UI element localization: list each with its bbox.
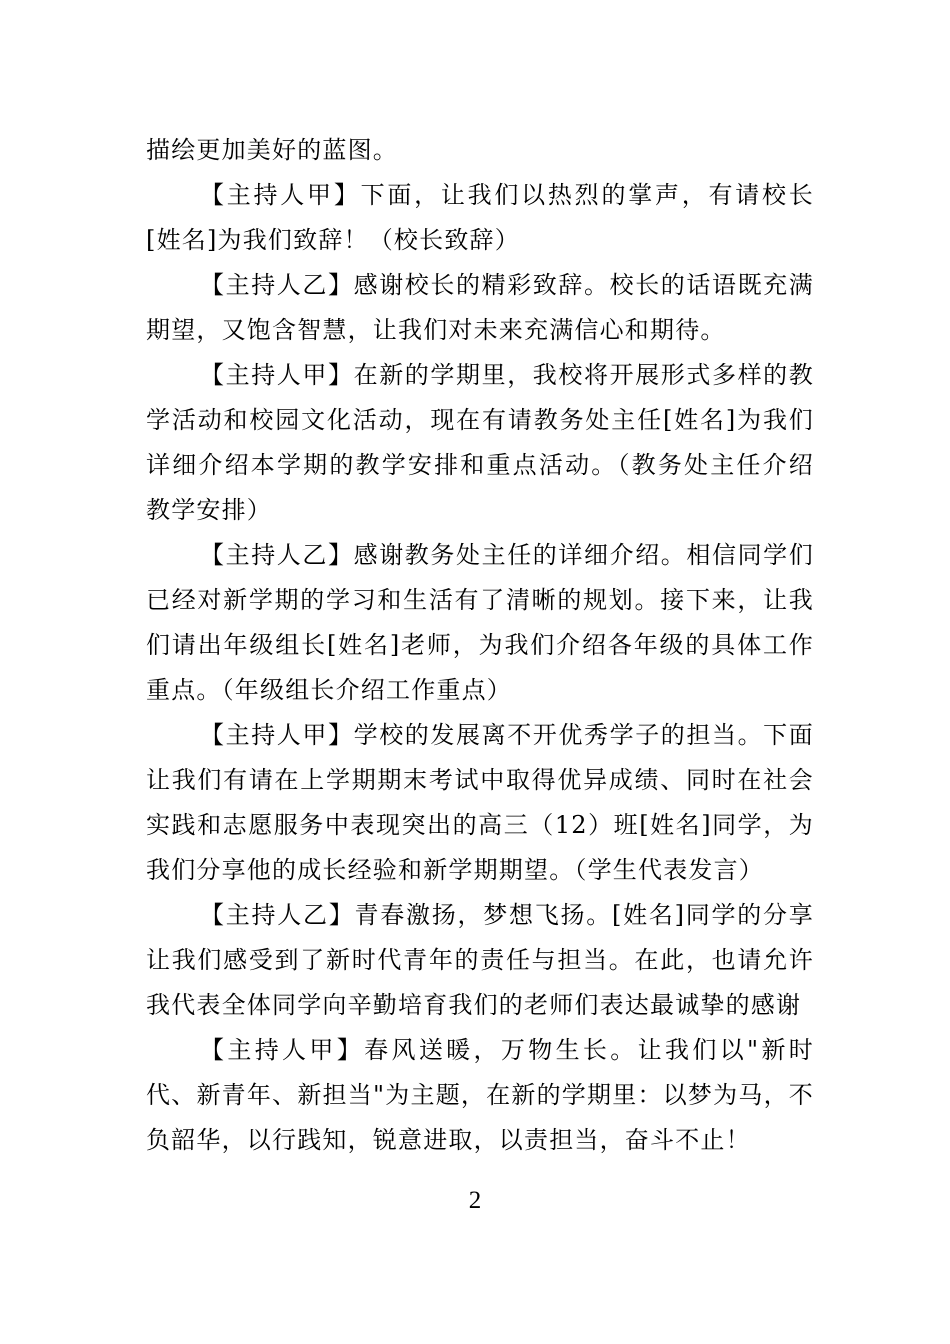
page-number: 2 (468, 1187, 482, 1214)
paragraph-host-a-invite-academic-director: 【主持人甲】在新的学期里，我校将开展形式多样的教学活动和校园文化活动，现在有请教务处主任[姓名]为我们详细介绍本学期的教学安排和重点活动。（教务处主任介绍教学安排） (146, 361, 814, 524)
paragraph-host-b-invite-grade-leader: 【主持人乙】感谢教务处主任的详细介绍。相信同学们已经对新学期的学习和生活有了清晰的规划。接下来，让我们请出年级组长[姓名]老师，为我们介绍各年级的具体工作重点。（年级组长介绍工作重点） (146, 541, 814, 704)
document-body (146, 128, 814, 1163)
paragraph-host-b-thanks-teachers: 【主持人乙】青春激扬，梦想飞扬。[姓名]同学的分享让我们感受到了新时代青年的责任与担当。在此，也请允许我代表全体同学向辛勤培育我们的老师们表达最诚挚的感谢 (146, 901, 814, 1019)
paragraph-host-a-invite-principal: 【主持人甲】下面，让我们以热烈的掌声，有请校长[姓名]为我们致辞！（校长致辞） (146, 181, 814, 254)
paragraph-host-a-invite-student: 【主持人甲】学校的发展离不开优秀学子的担当。下面让我们有请在上学期期末考试中取得优异成绩、同时在社会实践和志愿服务中表现突出的高三（12）班[姓名]同学，为我们分享他的成长经验和新学期期望。（学生代表发言） (146, 721, 814, 884)
paragraph-host-a-closing: 【主持人甲】春风送暖，万物生长。让我们以"新时代、新青年、新担当"为主题，在新的学期里：以梦为马，不负韶华，以行践知，锐意进取，以责担当，奋斗不止！ (146, 1036, 814, 1154)
paragraph-continuation: 描绘更加美好的蓝图。 (146, 136, 398, 164)
paragraph-host-b-thanks-principal: 【主持人乙】感谢校长的精彩致辞。校长的话语既充满期望，又饱含智慧，让我们对未来充满信心和期待。 (146, 271, 814, 344)
